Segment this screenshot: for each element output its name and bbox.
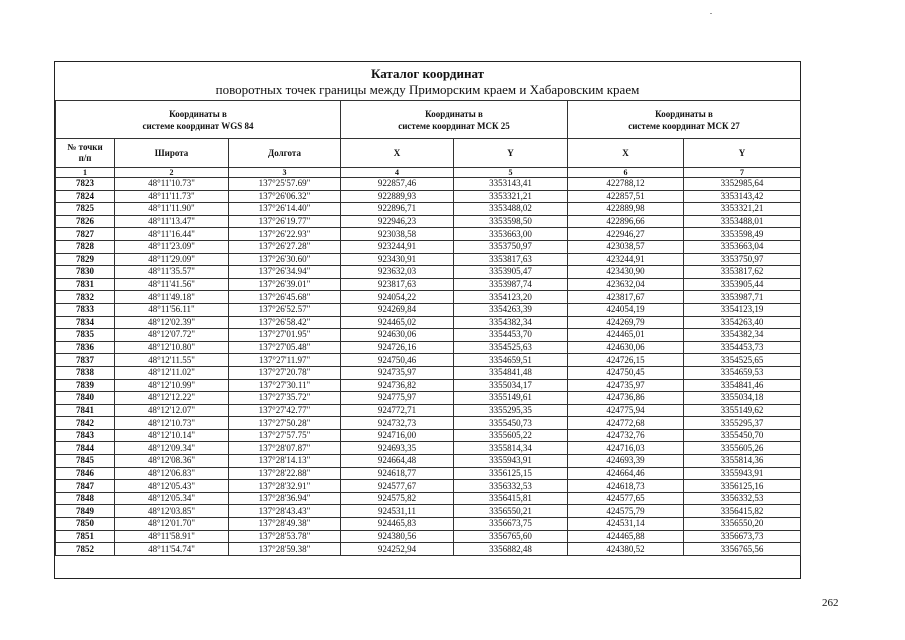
cell-latitude: 48°12'05.43" — [115, 480, 229, 493]
cell-longitude: 137°26'19.77" — [229, 215, 341, 228]
cell-latitude: 48°12'09.34" — [115, 442, 229, 455]
cell-longitude: 137°27'35.72" — [229, 392, 341, 405]
cell-longitude: 137°26'45.68" — [229, 291, 341, 304]
cell-point-id: 7829 — [56, 253, 115, 266]
cell-y-msk25: 3354263,39 — [454, 303, 568, 316]
cell-x-msk25: 924577,67 — [341, 480, 454, 493]
cell-x-msk27: 422896,66 — [568, 215, 684, 228]
cell-point-id: 7841 — [56, 404, 115, 417]
cell-point-id: 7835 — [56, 329, 115, 342]
cell-x-msk27: 424380,52 — [568, 543, 684, 556]
cell-y-msk27: 3354525,65 — [684, 354, 801, 367]
table-row — [56, 329, 801, 342]
table-row — [56, 455, 801, 468]
col-lat: Широта — [115, 139, 229, 168]
cell-y-msk25: 3356765,60 — [454, 530, 568, 543]
cell-longitude: 137°27'01.95" — [229, 329, 341, 342]
cell-x-msk27: 424726,15 — [568, 354, 684, 367]
cell-y-msk25: 3353750,97 — [454, 240, 568, 253]
cell-point-id: 7845 — [56, 455, 115, 468]
table-row — [56, 240, 801, 253]
cell-x-msk27: 423817,67 — [568, 291, 684, 304]
table-row — [56, 203, 801, 216]
cell-latitude: 48°12'01.70" — [115, 518, 229, 531]
cell-x-msk25: 922857,46 — [341, 178, 454, 191]
cell-y-msk25: 3355149,61 — [454, 392, 568, 405]
cell-longitude: 137°28'59.38" — [229, 543, 341, 556]
cell-point-id: 7823 — [56, 178, 115, 191]
cell-x-msk25: 924750,46 — [341, 354, 454, 367]
cell-y-msk27: 3353817,62 — [684, 266, 801, 279]
cell-y-msk27: 3356415,82 — [684, 505, 801, 518]
cell-longitude: 137°27'20.78" — [229, 366, 341, 379]
cell-point-id: 7851 — [56, 530, 115, 543]
cell-y-msk25: 3354123,20 — [454, 291, 568, 304]
cell-x-msk27: 423038,57 — [568, 240, 684, 253]
cell-x-msk25: 922889,93 — [341, 190, 454, 203]
title-block — [55, 62, 800, 101]
cell-latitude: 48°11'23.09" — [115, 240, 229, 253]
cell-point-id: 7828 — [56, 240, 115, 253]
catalog-frame — [54, 61, 801, 579]
cell-latitude: 48°11'13.47" — [115, 215, 229, 228]
cell-longitude: 137°28'32.91" — [229, 480, 341, 493]
table-row — [56, 518, 801, 531]
table-row — [56, 291, 801, 304]
cell-x-msk25: 924575,82 — [341, 492, 454, 505]
cell-x-msk27: 424269,79 — [568, 316, 684, 329]
cell-x-msk27: 422857,51 — [568, 190, 684, 203]
cell-x-msk27: 424630,06 — [568, 341, 684, 354]
cell-y-msk27: 3355943,91 — [684, 467, 801, 480]
cell-y-msk25: 3353663,00 — [454, 228, 568, 241]
column-header-row — [56, 139, 801, 168]
cell-y-msk25: 3353488,02 — [454, 203, 568, 216]
table-row — [56, 429, 801, 442]
cell-latitude: 48°11'41.56" — [115, 278, 229, 291]
cell-latitude: 48°12'02.39" — [115, 316, 229, 329]
cell-x-msk27: 424735,97 — [568, 379, 684, 392]
cell-latitude: 48°12'12.22" — [115, 392, 229, 405]
col-x27: X — [568, 139, 684, 168]
cell-y-msk25: 3356673,75 — [454, 518, 568, 531]
table-row — [56, 442, 801, 455]
cell-x-msk27: 424775,94 — [568, 404, 684, 417]
group-msk27-label: Координаты в системе координат МСК 27 — [628, 108, 740, 131]
table-row — [56, 341, 801, 354]
cell-point-id: 7825 — [56, 203, 115, 216]
cell-point-id: 7824 — [56, 190, 115, 203]
group-msk25 — [341, 101, 568, 139]
table-row — [56, 228, 801, 241]
cell-x-msk25: 923817,63 — [341, 278, 454, 291]
cell-x-msk25: 924716,00 — [341, 429, 454, 442]
cell-y-msk25: 3355295,35 — [454, 404, 568, 417]
col-number: 7 — [684, 168, 801, 178]
cell-longitude: 137°27'42.77" — [229, 404, 341, 417]
cell-y-msk27: 3354841,46 — [684, 379, 801, 392]
cell-point-id: 7831 — [56, 278, 115, 291]
cell-y-msk27: 3352985,64 — [684, 178, 801, 191]
catalog-subtitle: поворотных точек границы между Приморским краем и Хабаровским краем — [215, 82, 640, 97]
cell-x-msk27: 424054,19 — [568, 303, 684, 316]
cell-latitude: 48°12'10.73" — [115, 417, 229, 430]
col-y25: Y — [454, 139, 568, 168]
column-number-row — [56, 168, 801, 178]
table-row — [56, 278, 801, 291]
cell-x-msk25: 923244,91 — [341, 240, 454, 253]
col-number: 3 — [229, 168, 341, 178]
cell-longitude: 137°28'14.13" — [229, 455, 341, 468]
cell-latitude: 48°12'07.72" — [115, 329, 229, 342]
cell-point-id: 7849 — [56, 505, 115, 518]
cell-longitude: 137°28'43.43" — [229, 505, 341, 518]
cell-point-id: 7827 — [56, 228, 115, 241]
cell-y-msk27: 3354263,40 — [684, 316, 801, 329]
cell-point-id: 7826 — [56, 215, 115, 228]
cell-y-msk27: 3354382,34 — [684, 329, 801, 342]
cell-x-msk27: 424618,73 — [568, 480, 684, 493]
cell-x-msk25: 924735,97 — [341, 366, 454, 379]
cell-x-msk25: 924726,16 — [341, 341, 454, 354]
cell-longitude: 137°26'39.01" — [229, 278, 341, 291]
table-row — [56, 354, 801, 367]
cell-latitude: 48°11'11.73" — [115, 190, 229, 203]
cell-latitude: 48°12'12.07" — [115, 404, 229, 417]
cell-latitude: 48°11'11.90" — [115, 203, 229, 216]
cell-y-msk27: 3355814,36 — [684, 455, 801, 468]
cell-longitude: 137°26'06.32" — [229, 190, 341, 203]
cell-latitude: 48°12'06.83" — [115, 467, 229, 480]
cell-y-msk25: 3355605,22 — [454, 429, 568, 442]
group-wgs84 — [56, 101, 341, 139]
cell-longitude: 137°27'57.75" — [229, 429, 341, 442]
cell-longitude: 137°27'05.48" — [229, 341, 341, 354]
cell-x-msk25: 924054,22 — [341, 291, 454, 304]
table-row — [56, 266, 801, 279]
cell-latitude: 48°12'10.99" — [115, 379, 229, 392]
table-row — [56, 543, 801, 556]
cell-y-msk27: 3355450,70 — [684, 429, 801, 442]
cell-longitude: 137°28'07.87" — [229, 442, 341, 455]
cell-x-msk25: 924736,82 — [341, 379, 454, 392]
cell-y-msk27: 3353598,49 — [684, 228, 801, 241]
cell-y-msk25: 3353905,47 — [454, 266, 568, 279]
table-row — [56, 379, 801, 392]
col-number: 4 — [341, 168, 454, 178]
cell-y-msk27: 3353143,42 — [684, 190, 801, 203]
cell-y-msk27: 3355149,62 — [684, 404, 801, 417]
cell-point-id: 7850 — [56, 518, 115, 531]
cell-point-id: 7839 — [56, 379, 115, 392]
cell-latitude: 48°11'29.09" — [115, 253, 229, 266]
table-row — [56, 215, 801, 228]
cell-point-id: 7848 — [56, 492, 115, 505]
cell-point-id: 7838 — [56, 366, 115, 379]
cell-x-msk27: 424577,65 — [568, 492, 684, 505]
cell-x-msk27: 423430,90 — [568, 266, 684, 279]
cell-longitude: 137°27'11.97" — [229, 354, 341, 367]
cell-longitude: 137°26'22.93" — [229, 228, 341, 241]
cell-point-id: 7830 — [56, 266, 115, 279]
table-row — [56, 366, 801, 379]
cell-latitude: 48°12'08.36" — [115, 455, 229, 468]
cell-y-msk25: 3355450,73 — [454, 417, 568, 430]
cell-y-msk25: 3354525,63 — [454, 341, 568, 354]
cell-latitude: 48°12'11.55" — [115, 354, 229, 367]
cell-y-msk27: 3354659,53 — [684, 366, 801, 379]
cell-x-msk27: 423632,04 — [568, 278, 684, 291]
cell-x-msk27: 422788,12 — [568, 178, 684, 191]
cell-latitude: 48°11'10.73" — [115, 178, 229, 191]
cell-y-msk27: 3353663,04 — [684, 240, 801, 253]
cell-point-id: 7843 — [56, 429, 115, 442]
cell-longitude: 137°28'49.38" — [229, 518, 341, 531]
cell-point-id: 7837 — [56, 354, 115, 367]
cell-latitude: 48°12'10.80" — [115, 341, 229, 354]
cell-y-msk25: 3356882,48 — [454, 543, 568, 556]
cell-latitude: 48°12'05.34" — [115, 492, 229, 505]
cell-y-msk25: 3356332,53 — [454, 480, 568, 493]
cell-longitude: 137°26'58.42" — [229, 316, 341, 329]
table-row — [56, 178, 801, 191]
cell-x-msk27: 424750,45 — [568, 366, 684, 379]
cell-x-msk25: 924269,84 — [341, 303, 454, 316]
cell-x-msk25: 924664,48 — [341, 455, 454, 468]
table-row — [56, 467, 801, 480]
cell-latitude: 48°11'35.57" — [115, 266, 229, 279]
cell-y-msk25: 3353987,74 — [454, 278, 568, 291]
cell-y-msk27: 3356125,16 — [684, 480, 801, 493]
cell-y-msk27: 3355605,26 — [684, 442, 801, 455]
cell-latitude: 48°11'56.11" — [115, 303, 229, 316]
cell-x-msk25: 924732,73 — [341, 417, 454, 430]
table-row — [56, 303, 801, 316]
cell-x-msk27: 424664,46 — [568, 467, 684, 480]
col-number: 1 — [56, 168, 115, 178]
table-row — [56, 530, 801, 543]
col-lon: Долгота — [229, 139, 341, 168]
cell-longitude: 137°28'36.94" — [229, 492, 341, 505]
cell-x-msk25: 924465,83 — [341, 518, 454, 531]
cell-x-msk27: 424736,86 — [568, 392, 684, 405]
cell-y-msk25: 3356125,15 — [454, 467, 568, 480]
table-row — [56, 417, 801, 430]
cell-y-msk27: 3356765,56 — [684, 543, 801, 556]
cell-x-msk25: 924772,71 — [341, 404, 454, 417]
cell-point-id: 7847 — [56, 480, 115, 493]
scan-speck — [710, 13, 712, 14]
cell-latitude: 48°12'03.85" — [115, 505, 229, 518]
cell-y-msk27: 3356673,73 — [684, 530, 801, 543]
cell-longitude: 137°27'50.28" — [229, 417, 341, 430]
group-wgs84-label: Координаты в системе координат WGS 84 — [142, 108, 254, 131]
cell-y-msk25: 3355034,17 — [454, 379, 568, 392]
cell-x-msk25: 923430,91 — [341, 253, 454, 266]
table-row — [56, 404, 801, 417]
cell-longitude: 137°26'30.60" — [229, 253, 341, 266]
table-row — [56, 190, 801, 203]
cell-point-id: 7832 — [56, 291, 115, 304]
cell-x-msk27: 422946,27 — [568, 228, 684, 241]
cell-x-msk25: 924693,35 — [341, 442, 454, 455]
cell-longitude: 137°28'53.78" — [229, 530, 341, 543]
cell-x-msk27: 424575,79 — [568, 505, 684, 518]
table-row — [56, 253, 801, 266]
cell-y-msk27: 3356332,53 — [684, 492, 801, 505]
cell-latitude: 48°12'10.14" — [115, 429, 229, 442]
cell-x-msk25: 922946,23 — [341, 215, 454, 228]
cell-y-msk25: 3353817,63 — [454, 253, 568, 266]
col-x25: X — [341, 139, 454, 168]
cell-x-msk25: 924618,77 — [341, 467, 454, 480]
col-number: 2 — [115, 168, 229, 178]
cell-point-id: 7834 — [56, 316, 115, 329]
cell-x-msk25: 924775,97 — [341, 392, 454, 405]
cell-y-msk25: 3355943,91 — [454, 455, 568, 468]
cell-point-id: 7844 — [56, 442, 115, 455]
table-row — [56, 492, 801, 505]
cell-y-msk25: 3354453,70 — [454, 329, 568, 342]
cell-x-msk27: 424732,76 — [568, 429, 684, 442]
col-point — [56, 139, 115, 168]
coordinates-table — [55, 100, 801, 556]
cell-point-id: 7836 — [56, 341, 115, 354]
table-row — [56, 480, 801, 493]
cell-point-id: 7846 — [56, 467, 115, 480]
cell-x-msk25: 924630,06 — [341, 329, 454, 342]
cell-point-id: 7840 — [56, 392, 115, 405]
cell-latitude: 48°11'58.91" — [115, 530, 229, 543]
catalog-title: Каталог координат — [370, 66, 484, 81]
cell-latitude: 48°11'54.74" — [115, 543, 229, 556]
cell-longitude: 137°28'22.88" — [229, 467, 341, 480]
table-row — [56, 505, 801, 518]
cell-y-msk27: 3353488,01 — [684, 215, 801, 228]
cell-x-msk27: 424716,03 — [568, 442, 684, 455]
cell-y-msk27: 3353905,44 — [684, 278, 801, 291]
page-number: 262 — [822, 597, 839, 609]
cell-y-msk25: 3354841,48 — [454, 366, 568, 379]
cell-x-msk25: 923632,03 — [341, 266, 454, 279]
group-msk27 — [568, 101, 801, 139]
cell-x-msk25: 924380,56 — [341, 530, 454, 543]
cell-y-msk27: 3354453,73 — [684, 341, 801, 354]
col-point-label: № точки п/п — [67, 142, 103, 163]
cell-y-msk27: 3355295,37 — [684, 417, 801, 430]
cell-y-msk25: 3356415,81 — [454, 492, 568, 505]
cell-x-msk27: 424465,01 — [568, 329, 684, 342]
cell-y-msk25: 3353598,50 — [454, 215, 568, 228]
cell-y-msk27: 3353750,97 — [684, 253, 801, 266]
cell-point-id: 7833 — [56, 303, 115, 316]
cell-y-msk27: 3353987,71 — [684, 291, 801, 304]
cell-x-msk27: 422889,98 — [568, 203, 684, 216]
cell-x-msk27: 424772,68 — [568, 417, 684, 430]
cell-longitude: 137°25'57.69" — [229, 178, 341, 191]
group-header-row — [56, 101, 801, 139]
cell-x-msk25: 922896,71 — [341, 203, 454, 216]
cell-latitude: 48°11'49.18" — [115, 291, 229, 304]
cell-longitude: 137°26'27.28" — [229, 240, 341, 253]
cell-longitude: 137°26'14.40" — [229, 203, 341, 216]
cell-y-msk25: 3355814,34 — [454, 442, 568, 455]
cell-x-msk25: 924531,11 — [341, 505, 454, 518]
cell-y-msk27: 3355034,18 — [684, 392, 801, 405]
cell-y-msk25: 3353321,21 — [454, 190, 568, 203]
cell-x-msk27: 424465,88 — [568, 530, 684, 543]
cell-point-id: 7852 — [56, 543, 115, 556]
table-row — [56, 392, 801, 405]
cell-y-msk27: 3353321,21 — [684, 203, 801, 216]
cell-y-msk25: 3356550,21 — [454, 505, 568, 518]
cell-x-msk25: 924252,94 — [341, 543, 454, 556]
cell-y-msk25: 3354659,51 — [454, 354, 568, 367]
cell-longitude: 137°26'34.94" — [229, 266, 341, 279]
group-msk25-label: Координаты в системе координат МСК 25 — [398, 108, 510, 131]
cell-x-msk27: 423244,91 — [568, 253, 684, 266]
cell-y-msk27: 3356550,20 — [684, 518, 801, 531]
cell-longitude: 137°27'30.11" — [229, 379, 341, 392]
col-y27: Y — [684, 139, 801, 168]
cell-latitude: 48°12'11.02" — [115, 366, 229, 379]
cell-x-msk25: 924465,02 — [341, 316, 454, 329]
cell-y-msk25: 3353143,41 — [454, 178, 568, 191]
cell-x-msk27: 424693,39 — [568, 455, 684, 468]
cell-latitude: 48°11'16.44" — [115, 228, 229, 241]
cell-longitude: 137°26'52.57" — [229, 303, 341, 316]
cell-point-id: 7842 — [56, 417, 115, 430]
cell-x-msk27: 424531,14 — [568, 518, 684, 531]
cell-x-msk25: 923038,58 — [341, 228, 454, 241]
cell-y-msk25: 3354382,34 — [454, 316, 568, 329]
col-number: 5 — [454, 168, 568, 178]
col-number: 6 — [568, 168, 684, 178]
table-row — [56, 316, 801, 329]
cell-y-msk27: 3354123,19 — [684, 303, 801, 316]
